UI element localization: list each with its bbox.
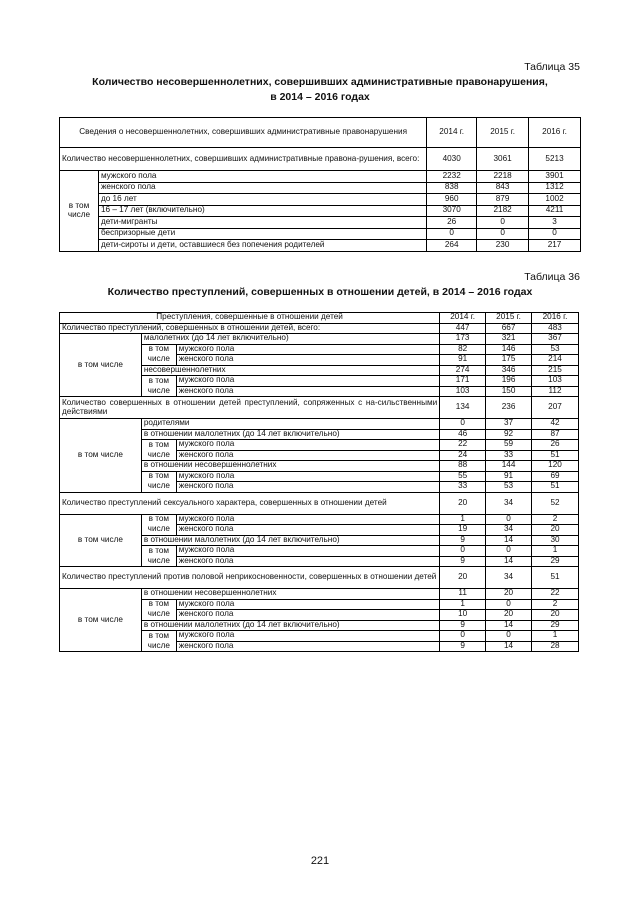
row-label: мужского пола: [176, 546, 439, 557]
vtom-label: в том: [141, 514, 176, 525]
cell: 53: [486, 482, 532, 493]
cell: 9: [440, 641, 486, 652]
cell: 196: [486, 376, 532, 387]
table-35-title-line2: в 2014 – 2016 годах: [270, 91, 370, 103]
cell: 112: [532, 386, 579, 397]
cell: 264: [427, 240, 477, 252]
table-36-label: Таблица 36: [524, 271, 580, 283]
cell: 3070: [427, 205, 477, 217]
row-label: мужского пола: [176, 440, 439, 451]
cell: 367: [532, 334, 579, 345]
cell: 214: [532, 355, 579, 366]
table-35: [59, 117, 581, 252]
vtom-label: в том: [141, 546, 176, 557]
cell: 46: [440, 429, 486, 440]
row-label: до 16 лет: [98, 194, 426, 206]
cell: 91: [486, 471, 532, 482]
cell: 11: [440, 589, 486, 600]
cell: 14: [486, 620, 532, 631]
cell: 230: [477, 240, 529, 252]
cell: 34: [486, 567, 532, 589]
cell: 150: [486, 386, 532, 397]
cell: 1002: [529, 194, 581, 206]
year-header: 2014 г.: [440, 313, 486, 324]
section-label: Количество совершенных в отношении детей преступлений, сопряженных с на-сильственными действиями: [60, 397, 440, 419]
cell: 20: [532, 610, 579, 621]
cell: 0: [440, 631, 486, 642]
cell: 0: [440, 546, 486, 557]
cell: 1: [532, 546, 579, 557]
cell: 33: [486, 450, 532, 461]
chisle-label: числе: [141, 386, 176, 397]
cell: 29: [532, 556, 579, 567]
row-label: женского пола: [176, 355, 439, 366]
cell: 20: [486, 589, 532, 600]
cell: 53: [532, 344, 579, 355]
cell: 0: [477, 217, 529, 229]
cell: 51: [532, 450, 579, 461]
cell: 1: [440, 599, 486, 610]
row-label: несовершеннолетних: [141, 365, 439, 376]
cell: 103: [440, 386, 486, 397]
cell: 28: [532, 641, 579, 652]
vtom-label: в том: [141, 599, 176, 610]
row-label: мужского пола: [176, 471, 439, 482]
vtom-label: в том: [141, 631, 176, 642]
table-header-crimes: Преступления, совершенные в отношении детей: [60, 313, 440, 324]
cell: 4030: [427, 148, 477, 171]
cell: 0: [427, 228, 477, 240]
cell: 92: [486, 429, 532, 440]
cell: 33: [440, 482, 486, 493]
row-label: женского пола: [176, 386, 439, 397]
cell: 0: [440, 419, 486, 430]
cell: 30: [532, 535, 579, 546]
row-label: в отношении малолетних (до 14 лет включительно): [141, 535, 439, 546]
cell: 0: [529, 228, 581, 240]
cell: 274: [440, 365, 486, 376]
cell: 171: [440, 376, 486, 387]
cell: 483: [532, 323, 579, 334]
row-label: 16 – 17 лет (включительно): [98, 205, 426, 217]
cell: 87: [532, 429, 579, 440]
cell: 321: [486, 334, 532, 345]
cell: 2: [532, 514, 579, 525]
cell: 14: [486, 535, 532, 546]
row-label: женского пола: [176, 641, 439, 652]
incl-label: в том числе: [60, 171, 99, 252]
cell: 447: [440, 323, 486, 334]
row-label: малолетних (до 14 лет включительно): [141, 334, 439, 345]
row-label: женского пола: [176, 482, 439, 493]
cell: 2: [532, 599, 579, 610]
cell: 14: [486, 641, 532, 652]
table-35-title-line1: Количество несовершеннолетних, совершивших административные правонарушения,: [92, 76, 548, 88]
cell: 20: [440, 492, 486, 514]
cell: 51: [532, 567, 579, 589]
cell: 55: [440, 471, 486, 482]
vtom-label: в том: [141, 440, 176, 451]
section-label: Количество преступлений, совершенных в отношении детей, всего:: [60, 323, 440, 334]
chisle-label: числе: [141, 525, 176, 536]
cell: 146: [486, 344, 532, 355]
chisle-label: числе: [141, 641, 176, 652]
incl-label: в том числе: [60, 419, 142, 493]
cell: 236: [486, 397, 532, 419]
row-label: беспризорные дети: [98, 228, 426, 240]
cell: 3: [529, 217, 581, 229]
cell: 667: [486, 323, 532, 334]
row-label: мужского пола: [176, 376, 439, 387]
row-label: родителями: [141, 419, 439, 430]
year-header: 2014 г.: [427, 118, 477, 148]
cell: 37: [486, 419, 532, 430]
incl-label: в том числе: [60, 589, 142, 652]
cell: 0: [486, 514, 532, 525]
cell: 960: [427, 194, 477, 206]
cell: 3061: [477, 148, 529, 171]
cell: 42: [532, 419, 579, 430]
cell: 2232: [427, 171, 477, 183]
table-header-info: Сведения о несовершеннолетних, совершивших административные правонарушения: [60, 118, 427, 148]
cell: 91: [440, 355, 486, 366]
cell: 0: [486, 599, 532, 610]
cell: 19: [440, 525, 486, 536]
row-label: в отношении малолетних (до 14 лет включительно): [141, 429, 439, 440]
row-label: мужского пола: [176, 599, 439, 610]
year-header: 2015 г.: [486, 313, 532, 324]
row-label: мужского пола: [176, 344, 439, 355]
cell: 1312: [529, 182, 581, 194]
cell: 22: [440, 440, 486, 451]
cell: 10: [440, 610, 486, 621]
row-label: в отношении малолетних (до 14 лет включительно): [141, 620, 439, 631]
row-label: дети-мигранты: [98, 217, 426, 229]
cell: 24: [440, 450, 486, 461]
table-36-title: Количество преступлений, совершенных в отношении детей, в 2014 – 2016 годах: [107, 286, 533, 298]
page-number: 221: [310, 855, 330, 867]
row-label: мужского пола: [176, 514, 439, 525]
cell: 88: [440, 461, 486, 472]
section-label: Количество преступлений сексуального характера, совершенных в отношении детей: [60, 492, 440, 514]
year-header: 2016 г.: [529, 118, 581, 148]
cell: 59: [486, 440, 532, 451]
chisle-label: числе: [141, 556, 176, 567]
vtom-label: в том: [141, 344, 176, 355]
chisle-label: числе: [141, 450, 176, 461]
row-label: женского пола: [176, 610, 439, 621]
cell: 34: [486, 492, 532, 514]
cell: 9: [440, 535, 486, 546]
cell: 217: [529, 240, 581, 252]
vtom-label: в том: [141, 376, 176, 387]
cell: 29: [532, 620, 579, 631]
cell: 52: [532, 492, 579, 514]
cell: 3901: [529, 171, 581, 183]
cell: 26: [427, 217, 477, 229]
cell: 26: [532, 440, 579, 451]
cell: 1: [440, 514, 486, 525]
row-label: мужского пола: [98, 171, 426, 183]
year-header: 2015 г.: [477, 118, 529, 148]
cell: 20: [486, 610, 532, 621]
cell: 22: [532, 589, 579, 600]
row-label: женского пола: [176, 450, 439, 461]
cell: 69: [532, 471, 579, 482]
cell: 82: [440, 344, 486, 355]
section-label: Количество преступлений против половой неприкосновенности, совершенных в отношении детей: [60, 567, 440, 589]
cell: 20: [440, 567, 486, 589]
vtom-label: в том: [141, 471, 176, 482]
cell: 175: [486, 355, 532, 366]
row-label: женского пола: [98, 182, 426, 194]
incl-label: в том числе: [60, 514, 142, 567]
chisle-label: числе: [141, 482, 176, 493]
cell: 843: [477, 182, 529, 194]
cell: 20: [532, 525, 579, 536]
row-label: дети-сироты и дети, оставшиеся без попечения родителей: [98, 240, 426, 252]
cell: 207: [532, 397, 579, 419]
cell: 120: [532, 461, 579, 472]
row-label: мужского пола: [176, 631, 439, 642]
cell: 215: [532, 365, 579, 376]
cell: 9: [440, 620, 486, 631]
row-label: женского пола: [176, 525, 439, 536]
cell: 2182: [477, 205, 529, 217]
table-35-label: Таблица 35: [524, 61, 580, 73]
cell: 9: [440, 556, 486, 567]
cell: 2218: [477, 171, 529, 183]
cell: 0: [486, 631, 532, 642]
cell: 134: [440, 397, 486, 419]
row-label: в отношении несовершеннолетних: [141, 461, 439, 472]
cell: 34: [486, 525, 532, 536]
chisle-label: числе: [141, 355, 176, 366]
cell: 14: [486, 556, 532, 567]
incl-label: в том числе: [60, 334, 142, 397]
total-label: Количество несовершеннолетних, совершивших административные правона-рушения, всего:: [60, 148, 427, 171]
cell: 51: [532, 482, 579, 493]
cell: 346: [486, 365, 532, 376]
cell: 173: [440, 334, 486, 345]
cell: 5213: [529, 148, 581, 171]
year-header: 2016 г.: [532, 313, 579, 324]
table-36: [59, 312, 579, 652]
cell: 0: [477, 228, 529, 240]
cell: 0: [486, 546, 532, 557]
table-35-title: [60, 75, 580, 105]
cell: 4211: [529, 205, 581, 217]
cell: 144: [486, 461, 532, 472]
row-label: в отношении несовершеннолетних: [141, 589, 439, 600]
row-label: женского пола: [176, 556, 439, 567]
cell: 1: [532, 631, 579, 642]
chisle-label: числе: [141, 610, 176, 621]
cell: 103: [532, 376, 579, 387]
cell: 838: [427, 182, 477, 194]
cell: 879: [477, 194, 529, 206]
